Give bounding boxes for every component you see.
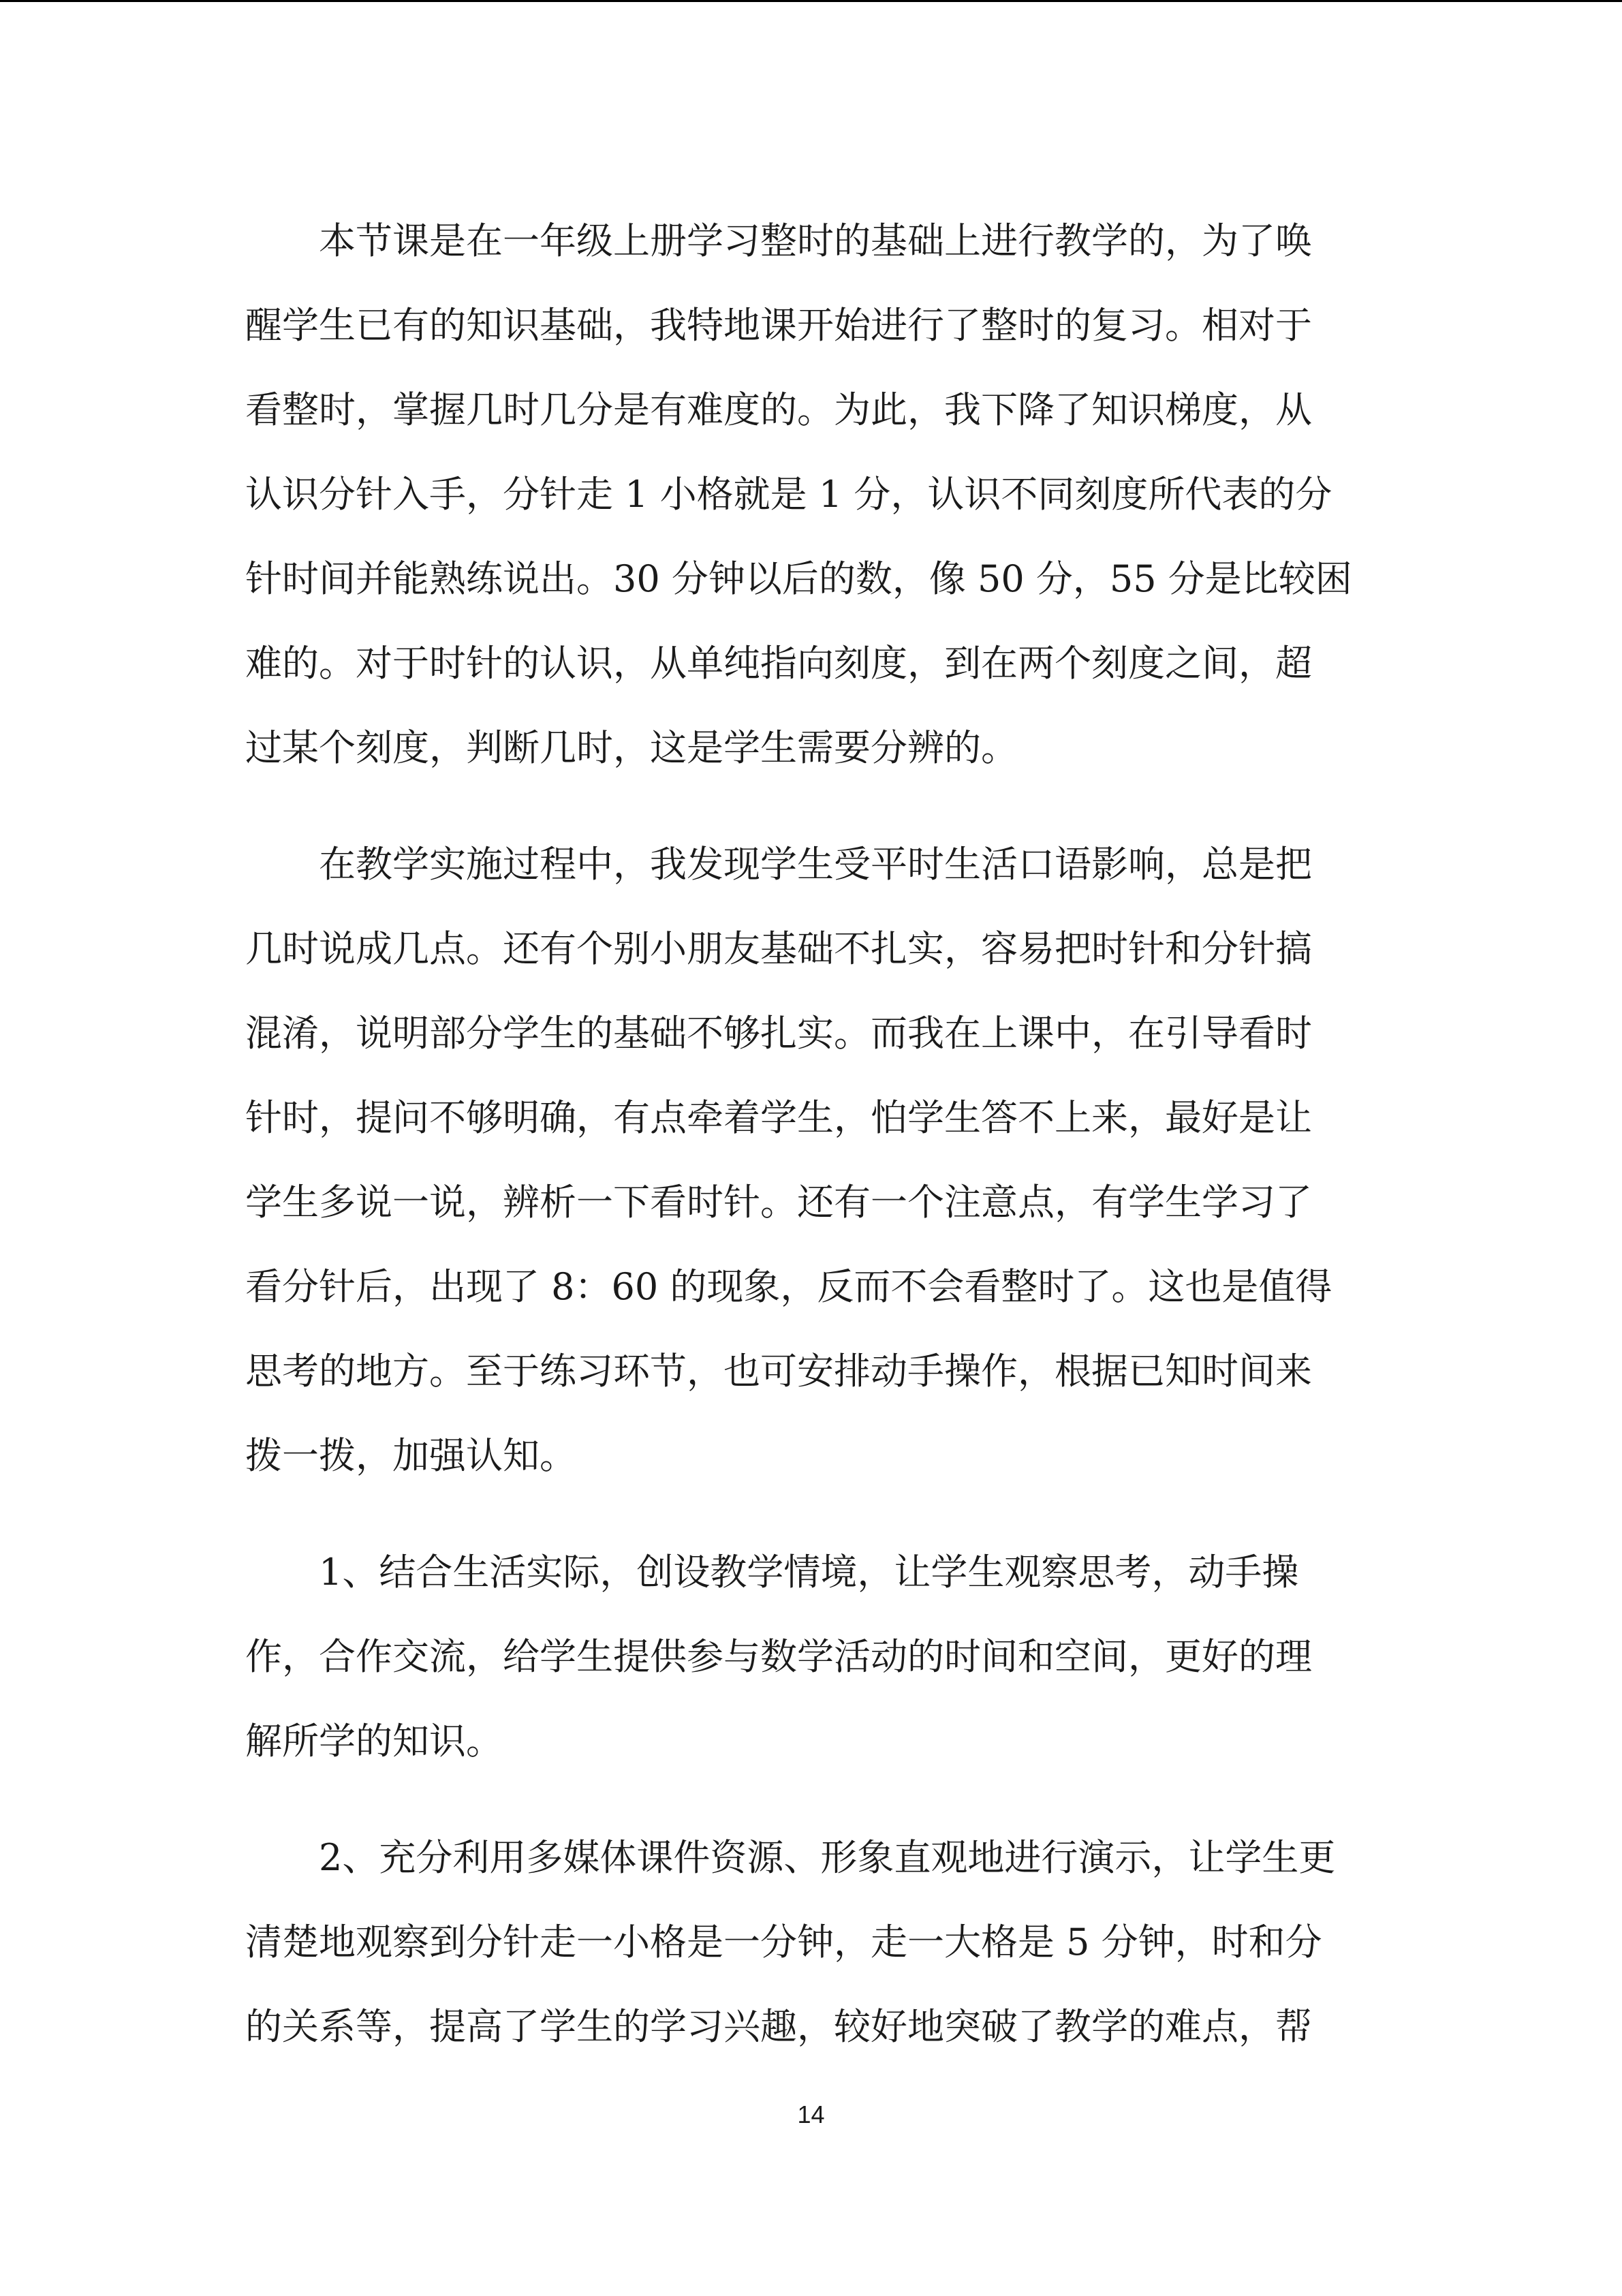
text-line: 几时说成几点。还有个别小朋友基础不扎实，容易把时针和分针搞 [245, 927, 1312, 970]
text-line: 在教学实施过程中，我发现学生受平时生活口语影响，总是把 [245, 843, 1312, 886]
text-line: 过某个刻度，判断几时，这是学生需要分辨的。 [245, 726, 1018, 769]
page-number: 14 [797, 2100, 825, 2128]
text-line: 醒学生已有的知识基础，我特地课开始进行了整时的复习。相对于 [245, 304, 1312, 347]
text-line: 清楚地观察到分针走一小格是一分钟，走一大格是 5 分钟，时和分 [245, 1921, 1322, 1964]
text-line: 思考的地方。至于练习环节，也可安排动手操作，根据已知时间来 [245, 1350, 1312, 1393]
text-line: 认识分针入手，分针走 1 小格就是 1 分，认识不同刻度所代表的分 [245, 473, 1332, 516]
text-line: 看分针后，出现了 8：60 的现象，反而不会看整时了。这也是值得 [245, 1265, 1332, 1308]
text-line: 1、结合生活实际，创设教学情境，让学生观察思考，动手操 [245, 1551, 1299, 1594]
text-line: 学生多说一说，辨析一下看时针。还有一个注意点，有学生学习了 [245, 1181, 1312, 1224]
text-line: 难的。对于时针的认识，从单纯指向刻度，到在两个刻度之间，超 [245, 642, 1312, 685]
text-line: 拨一拨，加强认知。 [245, 1434, 576, 1477]
text-line: 看整时，掌握几时几分是有难度的。为此，我下降了知识梯度，从 [245, 388, 1312, 431]
document-body [0, 2, 1622, 2296]
text-line: 2、充分利用多媒体课件资源、形象直观地进行演示，让学生更 [245, 1836, 1336, 1879]
text-line: 混淆，说明部分学生的基础不够扎实。而我在上课中，在引导看时 [245, 1012, 1312, 1055]
text-line: 针时，提问不够明确，有点牵着学生，怕学生答不上来，最好是让 [245, 1096, 1312, 1139]
text-line: 作，合作交流，给学生提供参与数学活动的时间和空间，更好的理 [245, 1635, 1312, 1678]
text-line: 解所学的知识。 [245, 1720, 503, 1763]
text-line: 的关系等，提高了学生的学习兴趣，较好地突破了教学的难点，帮 [245, 2005, 1312, 2048]
text-line: 针时间并能熟练说出。30 分钟以后的数，像 50 分，55 分是比较困 [245, 557, 1352, 600]
text-line: 本节课是在一年级上册学习整时的基础上进行教学的，为了唤 [245, 219, 1312, 262]
